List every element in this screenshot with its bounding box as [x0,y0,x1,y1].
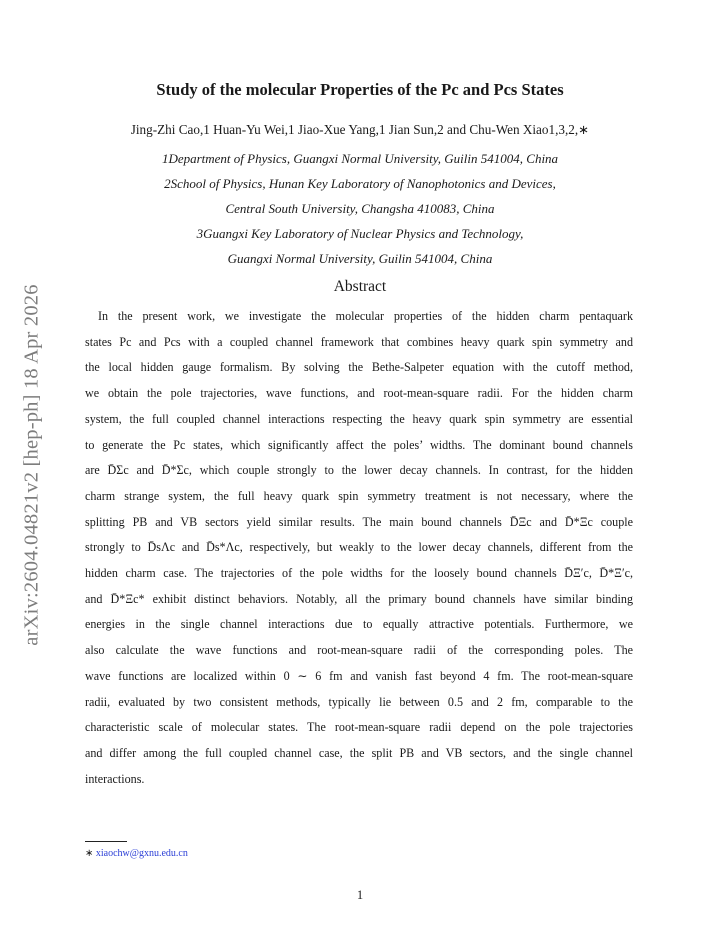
arxiv-stamp: arXiv:2604.04821v2 [hep-ph] 18 Apr 2026 [20,284,43,646]
affiliation-2: 2School of Physics, Hunan Key Laboratory of Nanophotonics and Devices, [164,176,556,191]
abstract-line: are D̄Σc and D̄*Σc, which couple strongly to the lower decay channels. In contrast, for the hidden [85,463,633,478]
affiliation-3-cont: Guangxi Normal University, Guilin 541004, China [227,251,493,266]
abstract-line: hidden charm case. The trajectories of the pole widths for the loosely bound channels D̄Ξ′c, D̄*Ξ′c, [85,566,633,581]
abstract-line: energies in the single channel interactions due to equally attractive potentials. Furthermore, we [85,617,633,632]
affiliation-2-cont: Central South University, Changsha 410083, China [225,201,495,216]
abstract-line: radii, evaluated by two consistent methods, typically lie between 0.5 and 2 fm, comparable to the [85,694,633,709]
footnote-email-link[interactable]: xiaochw@gxnu.edu.cn [95,848,188,859]
abstract-line: characteristic scale of molecular states. The root-mean-square radii depend on the pole trajectories [85,720,633,735]
abstract-line: to generate the Pc states, which significantly affect the poles’ widths. The dominant bound channels [85,437,633,452]
abstract-line: we obtain the pole trajectories, wave functions, and root-mean-square radii. For the hidden charm [85,386,633,401]
abstract-line: strongly to D̄sΛc and D̄s*Λc, respectively, but weakly to the lower decay channels, different from the [85,540,633,555]
author-list: Jing-Zhi Cao,1 Huan-Yu Wei,1 Jiao-Xue Yang,1 Jian Sun,2 and Chu-Wen Xiao1,3,2,∗ [130,122,590,137]
abstract-line: In the present work, we investigate the molecular properties of the hidden charm pentaquark [98,309,633,323]
abstract-line: system, the full coupled channel interactions respecting the heavy quark spin symmetry are essential [85,411,633,426]
abstract-line: and differ among the full coupled channel case, the split PB and VB sectors, and the single channel [85,745,633,760]
abstract-line: interactions. [85,771,145,786]
footnote-mark: ∗ [85,848,94,859]
footnote-rule [85,841,127,842]
affiliation-3: 3Guangxi Key Laboratory of Nuclear Physics and Technology, [196,226,524,241]
affiliation-1: 1Department of Physics, Guangxi Normal University, Guilin 541004, China [161,151,559,166]
footnote [85,848,188,859]
page-number: 1 [356,888,364,902]
abstract-line: the local hidden gauge formalism. By solving the Bethe-Salpeter equation with the cutoff method, [85,360,633,375]
abstract-heading: Abstract [333,278,387,295]
abstract-line: also calculate the wave functions and root-mean-square radii of the corresponding poles. The [85,643,633,658]
abstract-line: charm strange system, the full heavy quark spin symmetry treatment is not necessary, where the [85,488,633,503]
paper-title: Study of the molecular Properties of the Pc and Pcs States [156,80,564,99]
abstract-line: splitting PB and VB sectors yield similar results. The main bound channels D̄Ξc and D̄*Ξc couple [85,514,633,529]
abstract-line: states Pc and Pcs with a coupled channel framework that combines heavy quark spin symmetry and [85,334,633,349]
abstract-body [85,304,633,792]
abstract-line: wave functions are localized within 0 ∼ 6 fm and vanish fast beyond 4 fm. The root-mean-square [85,668,633,683]
abstract-line: and D̄*Ξc* exhibit distinct behaviors. Notably, all the primary bound channels have similar binding [85,591,633,606]
